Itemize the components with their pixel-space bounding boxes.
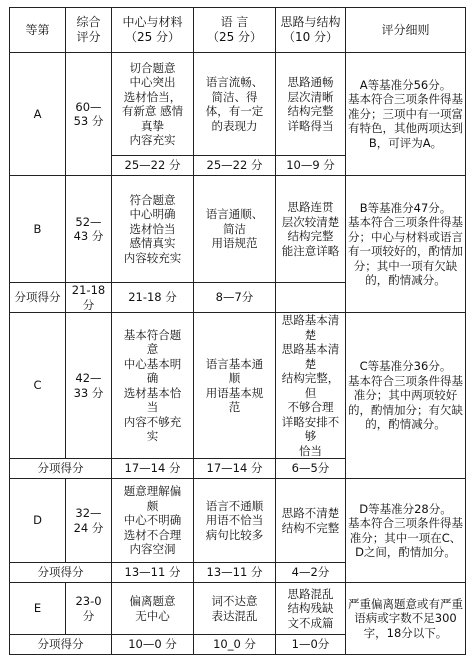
language-criteria: 语言基本通 顺 用语基本规 范 <box>194 313 276 459</box>
subtotal-structure: 1—0分 <box>276 635 346 655</box>
subtotal-content: 10—0 分 <box>112 635 194 655</box>
subtotal-label: 分项得分 <box>10 283 66 313</box>
grade-row-d <box>10 479 466 563</box>
subtotal-language: 10_0 分 <box>194 635 276 655</box>
scoring-detail: B等基准分47分。 基本符合三项条件得基分；中心与材料或语言有一项较好的，酌情加分；其中一项有欠缺的，酌情减分。 <box>346 176 466 313</box>
scoring-detail: A等基准分56分。 基本符合三项条件得基准分；三项中有一项富有特色，其他两项达到B，可评为A。 <box>346 53 466 176</box>
content-criteria: 题意理解偏 颇 中心不明确 选材不合理 内容空洞 <box>112 479 194 563</box>
grade-label: A <box>10 53 66 176</box>
header-language: 语 言 （25 分） <box>194 8 276 53</box>
score-range: 52— 43 分 <box>66 176 112 283</box>
header-content: 中心与材料 （25 分） <box>112 8 194 53</box>
structure-criteria: 思路通畅 层次清晰 结构完整 详略得当 <box>276 53 346 156</box>
subtotal-label: 分项得分 <box>10 459 112 479</box>
score-range: 60— 53 分 <box>66 53 112 176</box>
grade-label: C <box>10 313 66 459</box>
grade-label: D <box>10 479 66 563</box>
grade-row-e <box>10 583 466 635</box>
scoring-detail: D等基准分28分。 基本符合三项条件得基准分；其中一项在C、D之间，酌情加分。 <box>346 479 466 583</box>
subtotal-content: 21-18 分 <box>66 283 112 313</box>
score-range: 32— 24 分 <box>66 479 112 563</box>
subtotal-content: 13—11 分 <box>112 563 194 583</box>
subtotal-language: 25—22 分 <box>194 156 276 176</box>
grade-label: B <box>10 176 66 283</box>
rubric-page <box>9 7 465 652</box>
scoring-detail: C等基准分36分。 基本符合三项条件得基准分；其中两项较好的，酌情加分；有欠缺的，酌情减分。 <box>346 313 466 479</box>
content-criteria: 切合题意 中心突出 选材恰当， 有新意 感情 真挚 内容充实 <box>112 53 194 156</box>
grade-row-a <box>10 53 466 156</box>
header-row <box>10 8 466 53</box>
structure-criteria: 思路不清楚 结构不完整 <box>276 479 346 563</box>
language-criteria: 语言流畅、 简洁、得 体，有一定 的表现力 <box>194 53 276 156</box>
header-grade: 等第 <box>10 8 66 53</box>
structure-criteria: 思路混乱 结构残缺 文不成篇 <box>276 583 346 635</box>
structure-criteria: 思路基本清 楚 思路基本清楚 结构完整，但 不够合理 详略安排不够 恰当 <box>276 313 346 459</box>
header-score: 综合 评分 <box>66 8 112 53</box>
score-range: 23-0 分 <box>66 583 112 635</box>
grade-label: E <box>10 583 66 635</box>
content-criteria: 偏离题意 无中心 <box>112 583 194 635</box>
subtotal-language: 13—11 分 <box>194 563 276 583</box>
language-criteria: 语言不通顺 用语不恰当 病句比较多 <box>194 479 276 563</box>
header-detail: 评分细则 <box>346 8 466 53</box>
score-range: 42— 33 分 <box>66 313 112 459</box>
language-criteria: 语言通顺、 简洁 用语规范 <box>194 176 276 283</box>
content-criteria: 基本符合题 意 中心基本明 确 选材基本恰 当 内容不够充 实 <box>112 313 194 459</box>
scoring-rubric-table <box>9 7 466 655</box>
scoring-detail: 严重偏离题意或有严重语病或字数不足300字，18分以下。 <box>346 583 466 655</box>
grade-row-c <box>10 313 466 459</box>
grade-row-b <box>10 176 466 283</box>
subtotal-language: 21-18 分 <box>112 283 194 313</box>
subtotal-structure: 6—5分 <box>276 459 346 479</box>
header-structure: 思路与结构 （10 分） <box>276 8 346 53</box>
language-criteria: 词不达意 表达混乱 <box>194 583 276 635</box>
subtotal-label: 分项得分 <box>10 563 112 583</box>
structure-criteria: 思路连贯 层次较清楚 结构完整 能注意详略 <box>276 176 346 283</box>
subtotal-content: 17—14 分 <box>112 459 194 479</box>
subtotal-label: 分项得分 <box>10 635 112 655</box>
subtotal-structure: 4—2分 <box>276 563 346 583</box>
subtotal-structure: 10—9 分 <box>276 156 346 176</box>
subtotal-structure: 8—7分 <box>194 283 276 313</box>
subtotal-content: 25—22 分 <box>112 156 194 176</box>
subtotal-language: 17—14 分 <box>194 459 276 479</box>
content-criteria: 符合题意 中心明确 选材恰当 感情真实 内容较充实 <box>112 176 194 283</box>
